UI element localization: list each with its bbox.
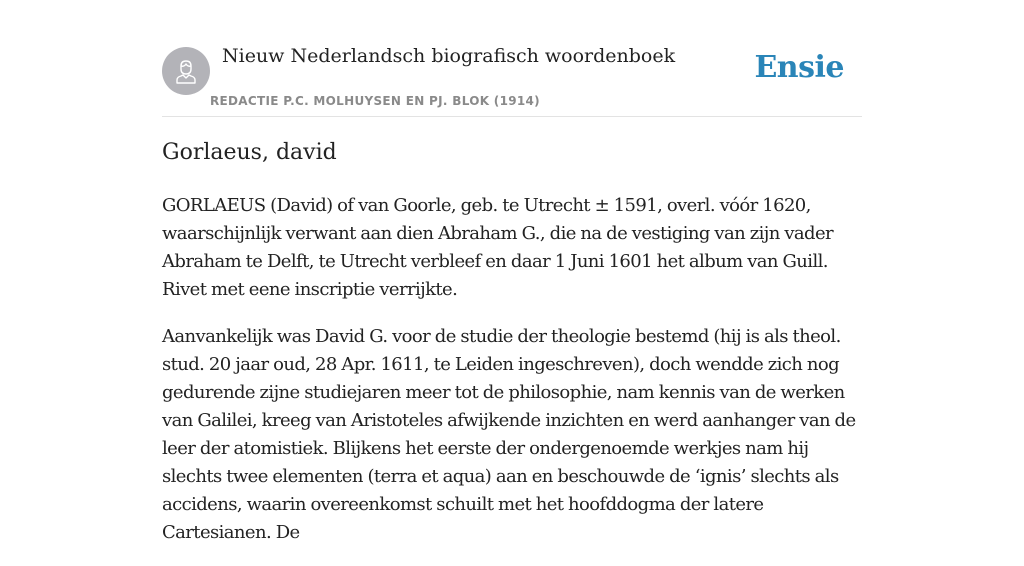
article-title: Gorlaeus, david [162,140,337,165]
article-body [162,192,862,566]
article-paragraph: GORLAEUS (David) of van Goorle, geb. te Utrecht ± 1591, overl. vóór 1620, waarschijnlijk verwant aan dien Abraham G., die na de vestiging van zijn vader Abraham te Delft, te Utrecht verbleef en daar 1 Juni 1601 het album van Guill. Rivet met eene inscriptie verrijkte. [162,195,834,300]
source-subtitle: REDACTIE P.C. MOLHUYSEN EN PJ. BLOK (1914) [210,94,540,108]
source-header [162,0,862,117]
source-title[interactable]: Nieuw Nederlandsch biografisch woordenboek [222,45,676,67]
ensie-logo[interactable]: Ensie [754,50,844,85]
article-paragraph: Aanvankelijk was David G. voor de studie der theologie bestemd (hij is als theol. stud. 20 jaar oud, 28 Apr. 1611, te Leiden ingeschreven), doch wendde zich nog gedurende zijne studiejaren meer tot de philosophie, nam kennis van de werken van Galilei, kreeg van Aristoteles afwijkende inzichten en werd aanhanger van de leer der atomistiek. Blijkens het eerste der ondergenoemde werkjes nam hij slechts twee elementen (terra et aqua) aan en beschouwde de ‘ignis’ slechts als accidens, waarin overeenkomst schuilt met het hoofddogma der latere Cartesianen. De [162,326,856,543]
avatar[interactable] [162,47,210,95]
user-icon [172,57,200,85]
